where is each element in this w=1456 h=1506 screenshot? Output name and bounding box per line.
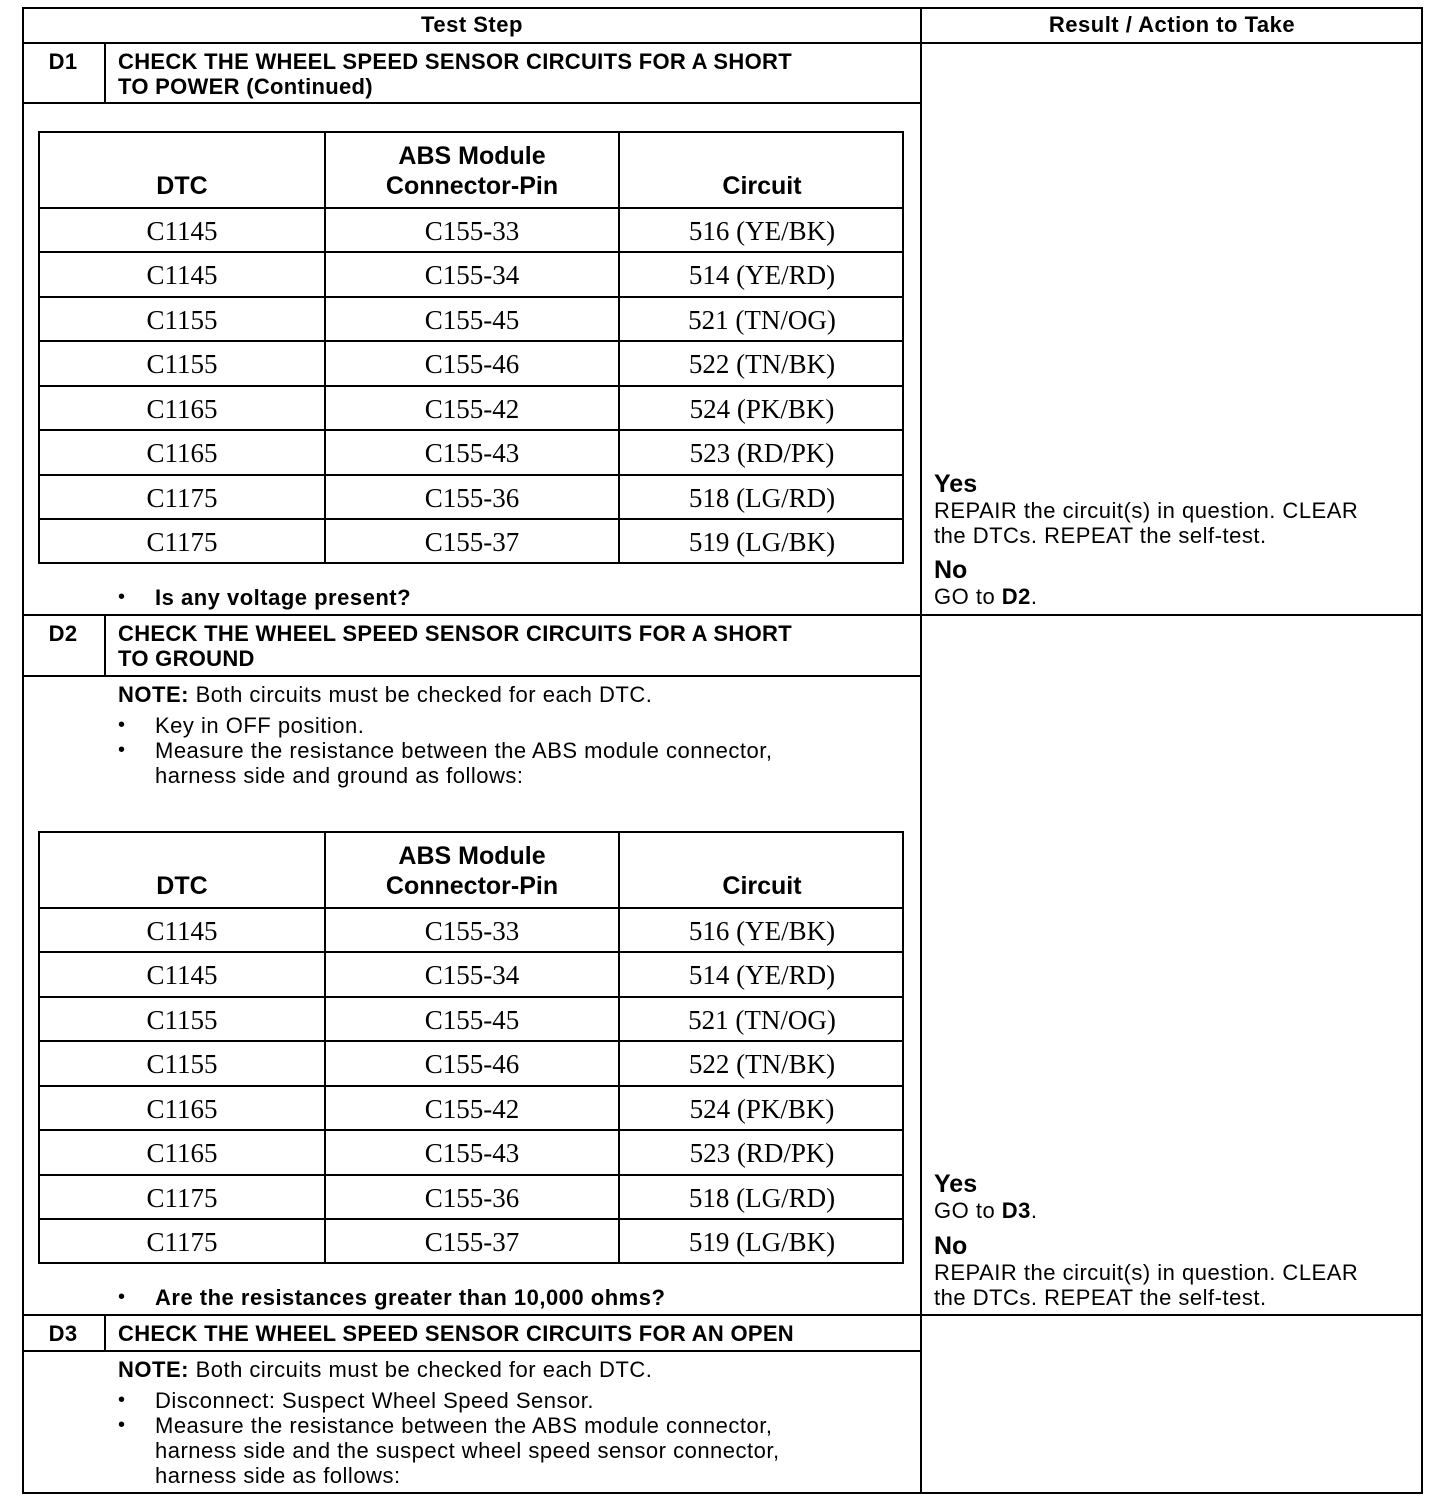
bullet-marker: • xyxy=(118,714,126,736)
pin-column-header-line1: ABS Module xyxy=(398,142,546,170)
d3-step-id: D3 xyxy=(48,1321,78,1346)
d2-yes-label: Yes xyxy=(934,1170,978,1198)
circuit-cell: 522 (TN/BK) xyxy=(688,349,836,379)
dtc-cell: C1175 xyxy=(146,483,218,513)
d1-title-line1: CHECK THE WHEEL SPEED SENSOR CIRCUITS FOR A SHORT xyxy=(118,49,792,74)
pin-column-header-line1: ABS Module xyxy=(398,842,546,870)
table-row xyxy=(40,476,902,520)
d2-dtc-table xyxy=(38,831,904,1264)
bullet-marker: • xyxy=(118,1286,126,1308)
circuit-column-header: Circuit xyxy=(722,172,802,200)
d2-id-divider xyxy=(104,614,106,676)
table-row xyxy=(40,209,902,253)
circuit-cell: 524 (PK/BK) xyxy=(689,1094,835,1124)
d1-yes-line2: the DTCs. REPEAT the self-test. xyxy=(934,523,1267,548)
d3-note: NOTE: Both circuits must be checked for each DTC. xyxy=(118,1357,653,1382)
circuit-cell: 519 (LG/BK) xyxy=(688,527,836,557)
table-row xyxy=(40,520,902,564)
pin-cell: C155-42 xyxy=(424,1094,520,1124)
table-row xyxy=(40,298,902,342)
table-row xyxy=(40,998,902,1042)
d2-title-line1: CHECK THE WHEEL SPEED SENSOR CIRCUITS FOR A SHORT xyxy=(118,621,792,646)
dtc-cell: C1155 xyxy=(146,349,218,379)
dtc-cell: C1145 xyxy=(146,916,218,946)
d2-title-line2: TO GROUND xyxy=(118,646,255,671)
bullet-marker: • xyxy=(118,1414,126,1436)
d3-bullet1: Disconnect: Suspect Wheel Speed Sensor. xyxy=(155,1388,594,1413)
pin-cell: C155-45 xyxy=(424,305,520,335)
pin-column-header-line2: Connector-Pin xyxy=(385,172,559,200)
column-divider xyxy=(920,7,922,1494)
d2-yes-action: GO to D3. xyxy=(934,1198,1038,1223)
dtc-cell: C1175 xyxy=(146,1227,218,1257)
d1-question: Is any voltage present? xyxy=(155,585,412,610)
bullet-marker: • xyxy=(118,1389,126,1411)
d3-title-divider xyxy=(22,1350,922,1352)
d1-yes-label: Yes xyxy=(934,470,978,498)
d2-bullet2-line1: Measure the resistance between the ABS module connector, xyxy=(155,738,773,763)
pin-cell: C155-37 xyxy=(424,527,520,557)
dtc-column-header: DTC xyxy=(156,872,208,900)
d2-no-line2: the DTCs. REPEAT the self-test. xyxy=(934,1285,1267,1310)
circuit-cell: 514 (YE/RD) xyxy=(688,260,836,290)
pin-cell: C155-36 xyxy=(424,483,520,513)
pin-cell: C155-33 xyxy=(424,216,520,246)
header-divider xyxy=(22,42,1423,44)
d1-yes-line1: REPAIR the circuit(s) in question. CLEAR xyxy=(934,498,1359,523)
d2-d3-divider xyxy=(22,1314,1423,1316)
circuit-cell: 516 (YE/BK) xyxy=(688,216,836,246)
dtc-cell: C1155 xyxy=(146,305,218,335)
circuit-column-header: Circuit xyxy=(722,872,802,900)
pin-cell: C155-37 xyxy=(424,1227,520,1257)
d1-d2-divider xyxy=(22,614,1423,616)
dtc-cell: C1145 xyxy=(146,960,218,990)
pin-cell: C155-34 xyxy=(424,960,520,990)
dtc-cell: C1155 xyxy=(146,1049,218,1079)
d1-id-divider xyxy=(104,42,106,104)
dtc-cell: C1175 xyxy=(146,1183,218,1213)
table-row xyxy=(40,1042,902,1086)
d1-no-action: GO to D2. xyxy=(934,584,1038,609)
bullet-marker: • xyxy=(118,586,126,608)
d3-id-divider xyxy=(104,1314,106,1351)
d2-no-label: No xyxy=(934,1232,968,1260)
d2-title-divider xyxy=(22,675,922,677)
dtc-cell: C1165 xyxy=(146,1094,218,1124)
d2-bullet1: Key in OFF position. xyxy=(155,713,365,738)
d1-step-id: D1 xyxy=(48,49,78,74)
d2-bullet2-line2: harness side and ground as follows: xyxy=(155,763,524,788)
pin-cell: C155-45 xyxy=(424,1005,520,1035)
table-row xyxy=(40,431,902,475)
table-row xyxy=(40,1176,902,1220)
circuit-cell: 521 (TN/OG) xyxy=(688,1005,836,1035)
table-row xyxy=(40,953,902,997)
circuit-cell: 522 (TN/BK) xyxy=(688,1049,836,1079)
dtc-cell: C1165 xyxy=(146,438,218,468)
pin-cell: C155-43 xyxy=(424,1138,520,1168)
table-row xyxy=(40,1087,902,1131)
d1-no-label: No xyxy=(934,556,968,584)
d1-title-divider xyxy=(22,102,922,104)
dtc-cell: C1155 xyxy=(146,1005,218,1035)
circuit-cell: 516 (YE/BK) xyxy=(688,916,836,946)
circuit-cell: 523 (RD/PK) xyxy=(689,438,835,468)
d3-bullet2-line2: harness side and the suspect wheel speed sensor connector, xyxy=(155,1438,780,1463)
table-row xyxy=(40,1131,902,1175)
dtc-cell: C1165 xyxy=(146,1138,218,1168)
dtc-cell: C1175 xyxy=(146,527,218,557)
pin-cell: C155-46 xyxy=(424,1049,520,1079)
circuit-cell: 518 (LG/RD) xyxy=(688,483,836,513)
pin-cell: C155-46 xyxy=(424,349,520,379)
dtc-cell: C1165 xyxy=(146,394,218,424)
pin-cell: C155-36 xyxy=(424,1183,520,1213)
table-row xyxy=(40,909,902,953)
table-row xyxy=(40,1220,902,1264)
d2-step-id: D2 xyxy=(48,621,78,646)
d2-note: NOTE: Both circuits must be checked for each DTC. xyxy=(118,682,653,707)
pin-cell: C155-42 xyxy=(424,394,520,424)
dtc-column-header: DTC xyxy=(156,172,208,200)
pin-cell: C155-33 xyxy=(424,916,520,946)
test-step-header: Test Step xyxy=(421,12,523,37)
d3-title-line1: CHECK THE WHEEL SPEED SENSOR CIRCUITS FOR AN OPEN xyxy=(118,1321,794,1346)
pin-column-header-line2: Connector-Pin xyxy=(385,872,559,900)
dtc-cell: C1145 xyxy=(146,260,218,290)
d2-yes-target: D3 xyxy=(1001,1198,1031,1223)
d1-title-line2: TO POWER (Continued) xyxy=(118,74,373,99)
circuit-cell: 524 (PK/BK) xyxy=(689,394,835,424)
circuit-cell: 523 (RD/PK) xyxy=(689,1138,835,1168)
d2-question: Are the resistances greater than 10,000 ohms? xyxy=(155,1285,666,1310)
dtc-cell: C1145 xyxy=(146,216,218,246)
pin-cell: C155-34 xyxy=(424,260,520,290)
table-row xyxy=(40,387,902,431)
circuit-cell: 519 (LG/BK) xyxy=(688,1227,836,1257)
d1-no-target: D2 xyxy=(1001,584,1031,609)
bullet-marker: • xyxy=(118,739,126,761)
pin-cell: C155-43 xyxy=(424,438,520,468)
table-row xyxy=(40,342,902,386)
circuit-cell: 518 (LG/RD) xyxy=(688,1183,836,1213)
d1-dtc-table xyxy=(38,131,904,564)
circuit-cell: 521 (TN/OG) xyxy=(688,305,836,335)
table-row xyxy=(40,253,902,297)
circuit-cell: 514 (YE/RD) xyxy=(688,960,836,990)
result-action-header: Result / Action to Take xyxy=(1048,12,1296,37)
d3-bullet2-line1: Measure the resistance between the ABS module connector, xyxy=(155,1413,773,1438)
d2-no-line1: REPAIR the circuit(s) in question. CLEAR xyxy=(934,1260,1359,1285)
d3-bullet2-line3: harness side as follows: xyxy=(155,1463,401,1488)
